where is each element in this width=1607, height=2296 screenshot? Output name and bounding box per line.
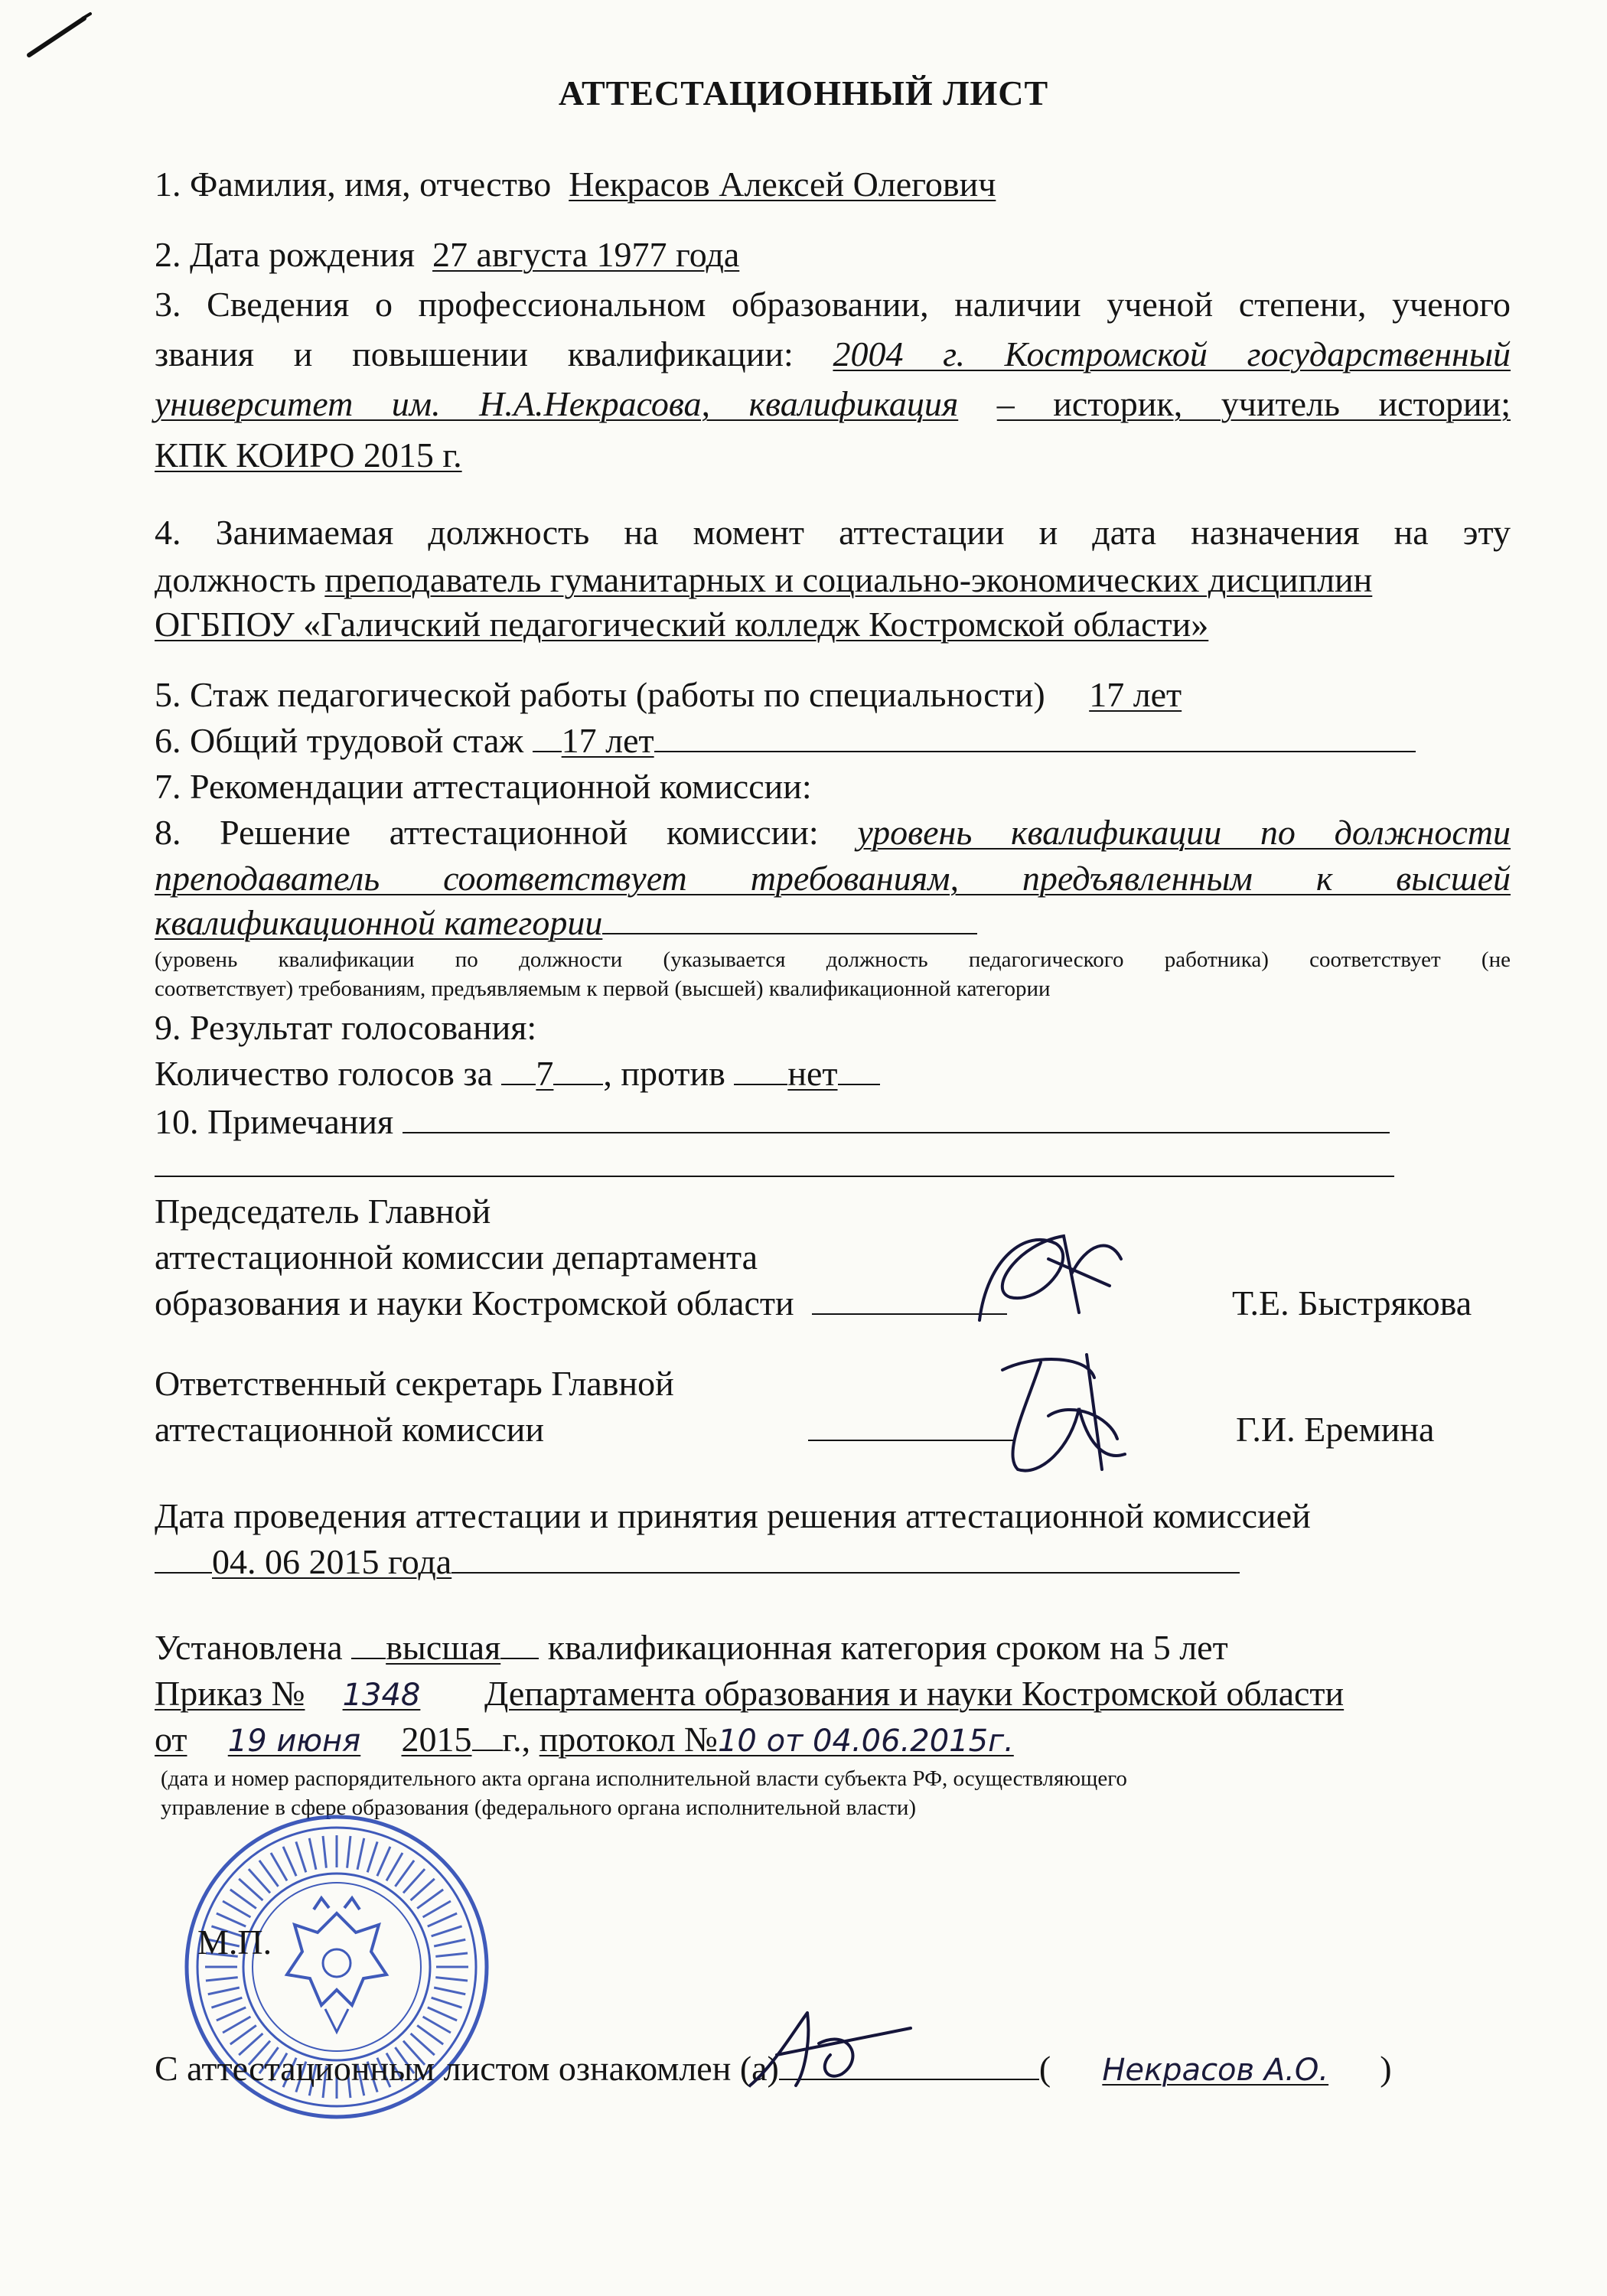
acknowledged-signature xyxy=(735,1998,918,2097)
education-value-1: 2004 г. Костромской государственный xyxy=(833,334,1511,373)
item-recommendations: 7. Рекомендации аттестационной комиссии: xyxy=(155,767,812,806)
education-value-2: университет им. Н.А.Некрасова, квалификация xyxy=(155,384,959,423)
education-line-4 xyxy=(155,435,462,475)
chairman-line-2: аттестационной комиссии департамента xyxy=(155,1238,758,1277)
votes-for-label: Количество голосов за xyxy=(155,1054,493,1093)
decision-value-1: уровень квалификации по должности xyxy=(857,813,1511,852)
seal-ornament-tick xyxy=(434,1988,465,1994)
education-value-4: КПК КОИРО 2015 г. xyxy=(155,435,462,475)
total-experience-label: 6. Общий трудовой стаж xyxy=(155,721,524,760)
seal-ornament-tick xyxy=(206,1978,238,1981)
seal-ornament-tick xyxy=(211,1998,242,2007)
paren-open: ( xyxy=(1038,2049,1051,2088)
order-line xyxy=(155,1676,1344,1711)
attestation-date-value: 04. 06 2015 года xyxy=(212,1542,452,1581)
birth-date-label: 2. Дата рождения xyxy=(155,235,416,274)
position-label: должность xyxy=(155,560,316,599)
decision-label: 8. Решение аттестационной комиссии: xyxy=(155,813,819,852)
order-from-label: от xyxy=(155,1720,187,1759)
paren-close: ) xyxy=(1380,2049,1392,2088)
order-date-handwritten: 19 июня xyxy=(227,1724,361,1759)
seal-ornament-tick xyxy=(223,2017,250,2033)
category-label-end: квалификационная категория сроком на 5 лет xyxy=(547,1628,1228,1667)
item-total-experience xyxy=(155,723,1416,758)
seal-ornament-tick xyxy=(423,2017,451,2033)
seal-ornament-tick xyxy=(377,1847,390,1876)
chairman-signature xyxy=(957,1213,1140,1328)
education-label: звания и повышении квалификации: xyxy=(155,334,794,373)
seal-ornament-tick xyxy=(217,2007,246,2020)
notes-blank-line xyxy=(155,1148,1394,1183)
seal-ornament-tick xyxy=(223,1901,250,1917)
pen-mark xyxy=(23,8,92,61)
decision-note-1: (уровень квалификации по должности (указывается должность педагогического работника) соответствует (не xyxy=(155,947,1511,972)
seal-ornament-tick xyxy=(435,1978,468,1981)
decision-note-2: соответствует) требованиям, предъявляемым к первой (высшей) квалификационной категории xyxy=(155,977,1051,1001)
act-note-2: управление в сфере образования (федерального органа исполнительной власти) xyxy=(161,1795,917,1820)
category-value: высшая xyxy=(386,1628,501,1667)
votes-against-value: нет xyxy=(787,1054,838,1093)
acknowledged-label: С аттестационным листом ознакомлен (а) xyxy=(155,2049,779,2088)
attestation-date-line xyxy=(155,1544,1240,1580)
education-line-2 xyxy=(155,334,1511,373)
item-voting: 9. Результат голосования: xyxy=(155,1008,537,1047)
seal-ornament-tick xyxy=(428,1913,457,1926)
votes-against-label: , против xyxy=(603,1054,725,1093)
decision-value-2: преподаватель соответствует требованиям, предъявленным к высшей xyxy=(155,859,1511,898)
seal-ornament-tick xyxy=(432,1926,462,1936)
category-line xyxy=(155,1630,1228,1665)
votes-line xyxy=(155,1056,880,1091)
seal-ornament-tick xyxy=(347,1836,350,1868)
seal-ornament-tick xyxy=(386,1853,403,1880)
chairman-line-3 xyxy=(155,1283,1007,1322)
education-line-3 xyxy=(155,386,1511,422)
seal-ornament-tick xyxy=(208,1988,240,1994)
education-line-1: 3. Сведения о профессиональном образовании, наличии ученой степени, ученого xyxy=(155,285,1511,324)
decision-line-2 xyxy=(155,861,1511,896)
secretary-signature xyxy=(972,1339,1148,1485)
position-line-3 xyxy=(155,607,1208,642)
total-experience-value: 17 лет xyxy=(561,721,654,760)
seal-ornament-tick xyxy=(434,1939,465,1946)
act-note-1: (дата и номер распорядительного акта органа исполнительной власти субъекта РФ, осуществляющего xyxy=(161,1766,1127,1791)
full-name-value: Некрасов Алексей Олегович xyxy=(569,165,996,204)
seal-ornament-tick xyxy=(428,2007,457,2020)
category-label-start: Установлена xyxy=(155,1628,343,1667)
decision-line-3 xyxy=(155,905,977,941)
full-name-label: 1. Фамилия, имя, отчество xyxy=(155,165,552,204)
attestation-date-label: Дата проведения аттестации и принятия решения аттестационной комиссией xyxy=(155,1496,1311,1535)
order-department: Департамента образования и науки Костромской области xyxy=(484,1674,1345,1713)
decision-value-3: квалификационной категории xyxy=(155,903,603,942)
seal-ornament-tick xyxy=(367,1841,377,1872)
item-notes xyxy=(155,1104,1390,1140)
birth-date-value: 27 августа 1977 года xyxy=(432,235,740,274)
secretary-name: Г.И. Еремина xyxy=(1236,1410,1435,1449)
seal-ornament-tick xyxy=(357,1838,364,1870)
seal-ornament-tick xyxy=(432,1998,462,2007)
order-year-suffix: г., xyxy=(502,1720,531,1759)
position-value-2: ОГБПОУ «Галичский педагогический колледж Костромской области» xyxy=(155,605,1209,644)
order-number-handwritten: 1348 xyxy=(342,1678,421,1713)
seal-place-mark: М.П. xyxy=(197,1923,272,1962)
seal-ornament-tick xyxy=(283,1847,296,1876)
order-label: Приказ № xyxy=(155,1674,305,1713)
seal-ornament-tick xyxy=(423,1901,451,1917)
education-value-3: – историк, учитель истории; xyxy=(996,384,1511,423)
item-pedagogical-experience xyxy=(155,677,1182,713)
secretary-line-1: Ответственный секретарь Главной xyxy=(155,1364,674,1403)
pedagogical-experience-value: 17 лет xyxy=(1089,675,1182,714)
position-value-1: преподаватель гуманитарных и социально-экономических дисциплин xyxy=(324,560,1373,599)
acknowledged-handwritten-name: Некрасов А.О. xyxy=(1102,2053,1329,2088)
seal-ornament-tick xyxy=(271,1853,287,1880)
decision-line-1 xyxy=(155,815,1511,850)
secretary-line-2 xyxy=(155,1412,1015,1447)
chairman-line-3-text: образования и науки Костромской области xyxy=(155,1283,794,1322)
seal-ornament-tick xyxy=(323,1836,326,1868)
protocol-label: протокол № xyxy=(539,1720,718,1759)
secretary-line-2-text: аттестационной комиссии xyxy=(155,1410,545,1449)
seal-ornament-tick xyxy=(296,1841,306,1872)
document-title: АТТЕСТАЦИОННЫЙ ЛИСТ xyxy=(558,73,1049,113)
order-year: 2015 xyxy=(401,1720,472,1759)
protocol-handwritten: 10 от 04.06.2015г. xyxy=(717,1724,1014,1759)
chairman-line-1: Председатель Главной xyxy=(155,1192,491,1231)
votes-for-value: 7 xyxy=(536,1054,554,1093)
chairman-name: Т.Е. Быстрякова xyxy=(1232,1283,1472,1322)
notes-label: 10. Примечания xyxy=(155,1102,394,1141)
position-line-2 xyxy=(155,560,1373,599)
item-full-name xyxy=(155,167,996,202)
seal-ornament-tick xyxy=(309,1838,316,1870)
seal-ornament-tick xyxy=(435,1953,468,1956)
position-line-1: 4. Занимаемая должность на момент аттестации и дата назначения на эту xyxy=(155,513,1511,552)
pedagogical-experience-label: 5. Стаж педагогической работы (работы по специальности) xyxy=(155,675,1045,714)
order-date-line xyxy=(155,1722,1085,1757)
item-birth-date xyxy=(155,237,739,272)
